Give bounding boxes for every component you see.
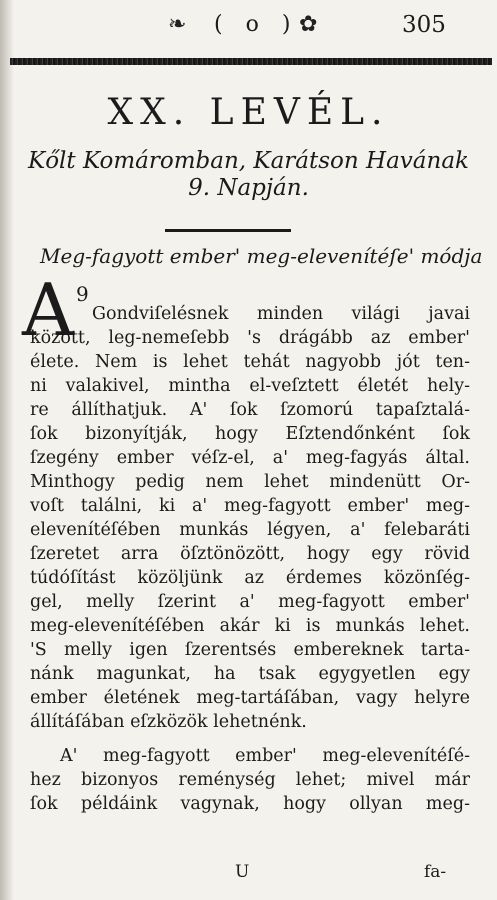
section-title: Meg-fagyott ember' meg-elevenítéſe' módja — [40, 244, 483, 268]
body-line: voſt találni, ki a' meg-fagyott ember' meg- — [30, 496, 470, 516]
body-line: ember életének meg-tartáſában, vagy helyre — [30, 688, 470, 708]
subtitle-line-2: 9. Napján. — [188, 175, 309, 201]
letter-heading: XX. LEVÉL. — [107, 92, 390, 133]
body-line: hez bizonyos reménység lehet; mivel már — [30, 770, 470, 790]
drop-cap: A — [22, 268, 74, 352]
page-binding-shadow — [0, 0, 14, 900]
body-line: ſok bizonyítják, hogy Eſztendőnként ſok — [30, 424, 470, 444]
folio-mark: ( o ) — [214, 12, 299, 37]
decorative-top-rule — [10, 58, 492, 65]
body-line: ſzegény ember véſz-el, a' meg-fagyás által. — [30, 448, 470, 468]
body-line: gel, melly ſzerint a' meg-fagyott ember' — [30, 592, 470, 612]
signature-mark: U — [235, 862, 250, 882]
body-line: ſzeretet arra öſztönözött, hogy egy rövid — [30, 544, 470, 564]
body-line: re állíthatjuk. A' ſok ſzomorú tapaſztalá- — [30, 400, 470, 420]
body-line: elevenítéſében munkás légyen, a' felebaráti — [30, 520, 470, 540]
body-line: Minthogy pedig nem lehet mindenütt Or- — [30, 472, 470, 492]
page-header — [0, 10, 497, 40]
ornament-right-icon: ✿ — [299, 12, 318, 37]
body-line: nánk magunkat, ha tsak egygyetlen egy — [30, 664, 470, 684]
body-line: túdóſítást közöljünk az érdemes közönſég- — [30, 568, 470, 588]
body-line: ſok példáink vagynak, hogy ollyan meg- — [30, 794, 470, 814]
catchword: fa- — [424, 862, 447, 882]
body-line: állítáſában eſzközök lehetnénk. — [30, 712, 307, 732]
drop-cap-mark: 9 — [76, 282, 89, 306]
subtitle-line-1: Kőlt Komáromban, Karátson Havának — [28, 148, 469, 174]
body-line: A' meg-fagyott ember' meg-elevenítéſé- — [60, 746, 470, 766]
body-line: között, leg-nemeſebb 's drágább az ember' — [30, 328, 470, 348]
body-line: ni valakivel, mintha el-veſztett életét hely- — [30, 376, 470, 396]
body-line: élete. Nem is lehet tehát nagyobb jót ten- — [30, 352, 470, 372]
page-number: 305 — [402, 12, 446, 38]
body-line: Gondviſelésnek minden világi javai — [92, 304, 470, 324]
divider-rule — [165, 229, 291, 232]
ornament-left-icon: ❧ — [168, 12, 187, 37]
body-line: meg-elevenítéſében akár ki is munkás lehet. — [30, 616, 470, 636]
body-line: 'S melly igen ſzerentsés embereknek tarta- — [30, 640, 470, 660]
